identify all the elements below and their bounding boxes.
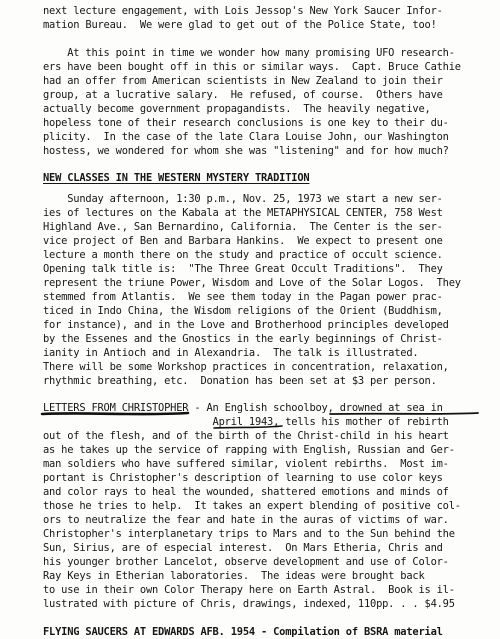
text-line: vice project of Ben and Barbara Hankins. We expect to present one	[43, 235, 443, 247]
text-line: group, at a lucrative salary. He refused, of course. Others have	[43, 89, 443, 101]
text-line: next lecture engagement, with Lois Jessop's New York Saucer Infor-	[43, 5, 443, 17]
text-line: by the Essenes and the Gnostics in the early beginnings of Christ-	[43, 333, 443, 345]
text-line: his younger brother Lancelot, observe development and use of Color-	[43, 556, 449, 568]
text-line: ies of lectures on the Kabala at the METAPHYSICAL CENTER, 758 West	[43, 207, 443, 219]
text-line: portant is Christopher's description of learning to use color keys	[43, 472, 443, 484]
text-line: Christopher's interplanetary trips to Mars and to the Sun behind the	[43, 528, 455, 540]
text-line: Opening talk title is: "The Three Great Occult Traditions". They	[43, 263, 443, 275]
text-line: Ray Keys in Etherian laboratories. The ideas were brought back	[43, 570, 425, 582]
text-line: April 1943, tells his mother of rebirth	[43, 416, 449, 428]
text-line: lustrated with picture of Chris, drawings, indexed, 110pp. . . $4.95	[43, 598, 455, 610]
text-line: Sun, Sirius, are of especial interest. On Mars Etheria, Chris and	[43, 542, 443, 554]
text-line: as he takes up the service of rapping with English, Russian and Ger-	[43, 444, 455, 456]
text-line: those he tries to help. It takes an expert blending of positive col-	[43, 500, 461, 512]
text-line: for instance), and in the Love and Brotherhood principles developed	[43, 319, 449, 331]
text-line: ticed in Indo China, the Wisdom religions of the Orient (Buddhism,	[43, 305, 443, 317]
letters-heading-line: LETTERS FROM CHRISTOPHER - An English schoolboy, drowned at sea in	[43, 402, 443, 414]
text-line: out of the flesh, and of the birth of the Christ-child in his heart	[43, 430, 449, 442]
text-line: to use in their own Color Therapy here on Earth Astral. Book is il-	[43, 584, 455, 596]
text-line: hostess, we wondered for whom she was "listening" and for how much?	[43, 145, 449, 157]
text-line: There will be some Workshop practices in concentration, relaxation,	[43, 361, 449, 373]
text-line: plicity. In the case of the late Clara Louise John, our Washington	[43, 131, 449, 143]
flying-saucers-heading-line: FLYING SAUCERS AT EDWARDS AFB. 1954 - Compilation of BSRA material	[43, 626, 443, 638]
text-line: ianity in Antioch and in Alexandria. The talk is illustrated.	[43, 347, 419, 359]
text-line: ers have been bought off in this or similar ways. Capt. Bruce Cathie	[43, 61, 461, 73]
text-line: Sunday afternoon, 1:30 p.m., Nov. 25, 1973 we start a new ser-	[43, 193, 443, 205]
text-line: had an offer from American scientists in New Zealand to join their	[43, 75, 443, 87]
text-line: mation Bureau. We were glad to get out of the Police State, too!	[43, 19, 437, 31]
text-line: and color rays to heal the wounded, shattered emotions and minds of	[43, 486, 449, 498]
text-line: rhythmic breathing, etc. Donation has been set at $3 per person.	[43, 375, 437, 387]
text-line: represent the triune Power, Wisdom and Love of the Solar Logos. They	[43, 277, 461, 289]
text-line: stemmed from Atlantis. We see them today in the Pagan power prac-	[43, 291, 443, 303]
text-line: At this point in time we wonder how many promising UFO research-	[43, 47, 455, 59]
text-line: actually become government propagandists. The heavily negative,	[43, 103, 431, 115]
text-line: man soldiers who have suffered similar, violent rebirths. Most im-	[43, 458, 449, 470]
text-line: ors to neutralize the fear and hate in the auras of victims of war.	[43, 514, 449, 526]
text-line: Highland Ave., San Bernardino, California. The Center is the ser-	[43, 221, 443, 233]
section-heading: NEW CLASSES IN THE WESTERN MYSTERY TRADITION	[43, 172, 310, 184]
text-line: hopeless tone of their research conclusions is one key to their du-	[43, 117, 449, 129]
text-line: lecture a month there on the study and practice of occult science.	[43, 249, 443, 261]
